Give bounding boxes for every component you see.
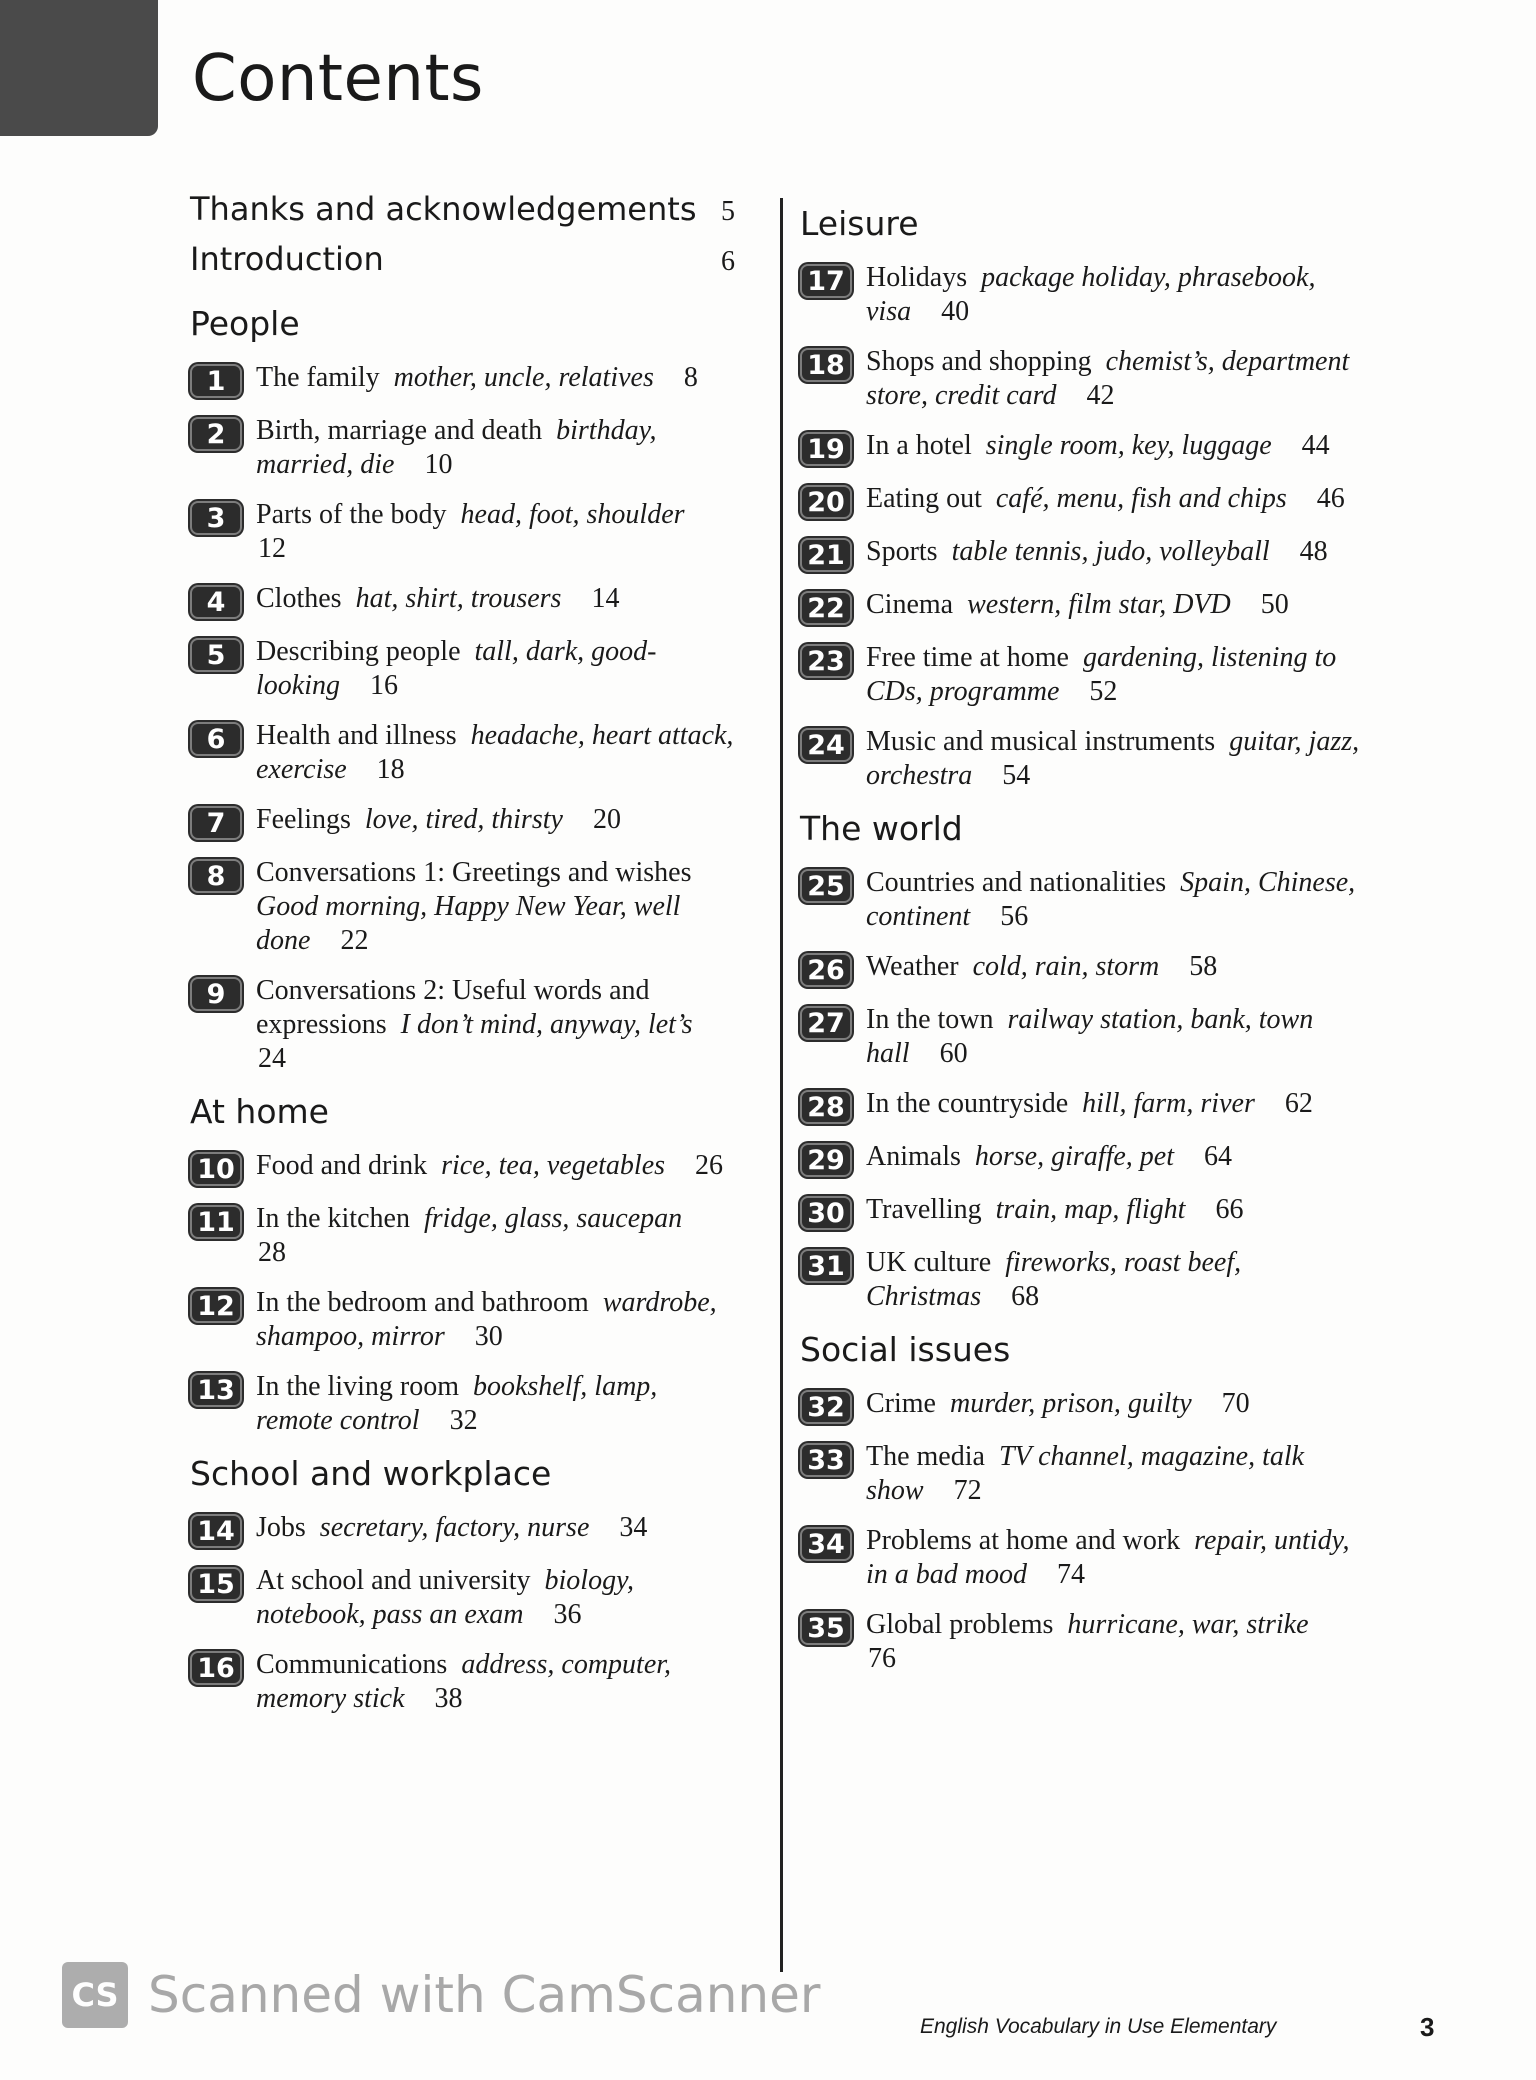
footer-page-number: 3: [1420, 2012, 1435, 2042]
entry-text: [256, 1370, 735, 1438]
unit-number-badge: 8: [190, 859, 242, 893]
entry-text: [866, 1003, 1360, 1071]
unit-page: 32: [449, 1405, 478, 1436]
unit-title: Crime: [866, 1388, 936, 1419]
entry-text: [256, 719, 735, 787]
unit-number-badge: 30: [800, 1196, 852, 1230]
entry-text: [256, 1286, 735, 1354]
unit-title: In a hotel: [866, 430, 972, 461]
contents-entry[interactable]: [190, 582, 735, 619]
unit-keywords: horse, giraffe, pet: [974, 1141, 1174, 1172]
entry-text: [866, 1608, 1360, 1676]
unit-page: 64: [1203, 1141, 1232, 1172]
unit-keywords: TV channel, magazine, talk show: [866, 1441, 1305, 1506]
entry-text: [256, 361, 698, 395]
unit-title: The media: [866, 1441, 985, 1472]
entry-text: [866, 1246, 1360, 1314]
unit-page: 40: [941, 296, 970, 327]
unit-number-badge: 1: [190, 364, 242, 398]
section-heading: Leisure: [800, 204, 919, 243]
unit-title: Birth, marriage and death: [256, 415, 543, 446]
unit-title: In the kitchen: [256, 1203, 410, 1234]
unit-number-badge: 20: [800, 485, 852, 519]
unit-keywords: gardening, listening to CDs, programme: [866, 642, 1337, 707]
contents-entry[interactable]: [800, 1440, 1360, 1508]
unit-title: In the countryside: [866, 1088, 1069, 1119]
entry-text: [866, 1524, 1360, 1592]
contents-entry[interactable]: [800, 866, 1360, 934]
contents-entry[interactable]: [190, 1286, 735, 1354]
unit-number-badge: 13: [190, 1373, 242, 1407]
unit-number-badge: 29: [800, 1143, 852, 1177]
unit-page: 20: [592, 804, 621, 835]
entry-text: [866, 345, 1360, 413]
front-matter-row[interactable]: [190, 190, 735, 240]
entry-text: [256, 582, 619, 616]
unit-number-badge: 11: [190, 1205, 242, 1239]
unit-keywords: hat, shirt, trousers: [355, 583, 562, 614]
contents-entry[interactable]: [800, 1608, 1360, 1676]
entry-text: [866, 1387, 1250, 1421]
entry-text: [866, 1140, 1232, 1174]
entry-text: [866, 866, 1360, 934]
entry-text: [256, 498, 735, 566]
unit-page: 30: [474, 1321, 503, 1352]
unit-page: 56: [1000, 901, 1029, 932]
front-matter-label: Thanks and acknowledgements: [190, 190, 697, 228]
unit-keywords: guitar, jazz, orchestra: [866, 726, 1360, 791]
unit-title: Describing people: [256, 636, 461, 667]
unit-number-badge: 19: [800, 432, 852, 466]
unit-keywords: table tennis, judo, volleyball: [951, 536, 1270, 567]
unit-number-badge: 15: [190, 1567, 242, 1601]
contents-entry[interactable]: [190, 974, 735, 1076]
unit-title: At school and university: [256, 1565, 531, 1596]
unit-number-badge: 10: [190, 1152, 242, 1186]
unit-title: Eating out: [866, 483, 982, 514]
unit-number-badge: 24: [800, 728, 852, 762]
unit-number-badge: 3: [190, 501, 242, 535]
contents-entry[interactable]: [800, 1140, 1360, 1177]
unit-number-badge: 18: [800, 348, 852, 382]
unit-page: 26: [695, 1150, 724, 1181]
unit-page: 76: [868, 1643, 896, 1674]
contents-entry[interactable]: [190, 1149, 735, 1186]
unit-title: Food and drink: [256, 1150, 428, 1181]
unit-keywords: love, tired, thirsty: [364, 804, 563, 835]
unit-page: 14: [591, 583, 620, 614]
unit-keywords: murder, prison, guilty: [950, 1388, 1192, 1419]
contents-entry[interactable]: [800, 1246, 1360, 1314]
left-sections: [190, 304, 735, 1716]
unit-keywords: address, computer, memory stick: [256, 1649, 672, 1714]
unit-page: 58: [1189, 951, 1218, 982]
unit-keywords: package holiday, phrasebook, visa: [866, 262, 1316, 327]
unit-page: 10: [424, 449, 453, 480]
unit-title: Communications: [256, 1649, 448, 1680]
unit-number-badge: 22: [800, 591, 852, 625]
unit-number-badge: 6: [190, 722, 242, 756]
unit-keywords: Spain, Chinese, continent: [866, 867, 1356, 932]
unit-number-badge: 33: [800, 1443, 852, 1477]
unit-number-badge: 25: [800, 869, 852, 903]
unit-keywords: biology, notebook, pass an exam: [256, 1565, 634, 1630]
unit-page: 36: [553, 1599, 582, 1630]
contents-entry[interactable]: [800, 1087, 1360, 1124]
unit-keywords: repair, untidy, in a bad mood: [866, 1525, 1350, 1590]
unit-number-badge: 23: [800, 644, 852, 678]
unit-title: In the bedroom and bathroom: [256, 1287, 589, 1318]
section-heading: School and workplace: [190, 1454, 552, 1493]
contents-entry[interactable]: [190, 1202, 735, 1270]
front-matter-row[interactable]: [190, 240, 735, 290]
unit-keywords: hill, farm, river: [1082, 1088, 1255, 1119]
unit-number-badge: 21: [800, 538, 852, 572]
entry-text: [866, 950, 1217, 984]
entry-text: [256, 635, 735, 703]
entry-text: [256, 1648, 735, 1716]
unit-title: Animals: [866, 1141, 961, 1172]
unit-keywords: chemist’s, department store, credit card: [866, 346, 1350, 411]
contents-entry[interactable]: [190, 414, 735, 482]
entry-text: [866, 1087, 1313, 1121]
unit-page: 18: [376, 754, 405, 785]
entry-text: [256, 1564, 735, 1632]
unit-keywords: head, foot, shoulder: [460, 499, 685, 530]
unit-number-badge: 28: [800, 1090, 852, 1124]
entry-text: [256, 1511, 647, 1545]
section-heading: The world: [800, 809, 963, 848]
unit-number-badge: 16: [190, 1651, 242, 1685]
unit-page: 44: [1301, 430, 1330, 461]
unit-keywords: bookshelf, lamp, remote control: [256, 1371, 658, 1436]
unit-title: Clothes: [256, 583, 342, 614]
front-matter-page: 6: [721, 246, 735, 277]
front-matter-page: 5: [721, 196, 735, 227]
unit-number-badge: 27: [800, 1006, 852, 1040]
unit-page: 48: [1299, 536, 1328, 567]
unit-page: 24: [258, 1043, 286, 1074]
contents-entry[interactable]: [190, 803, 735, 840]
unit-keywords: secretary, factory, nurse: [319, 1512, 590, 1543]
entry-text: [866, 588, 1289, 622]
unit-title: In the town: [866, 1004, 994, 1035]
unit-title: Travelling: [866, 1194, 982, 1225]
entry-text: [866, 535, 1328, 569]
unit-keywords: fridge, glass, saucepan: [423, 1203, 683, 1234]
unit-keywords: birthday, married, die: [256, 415, 657, 480]
contents-left-column: [190, 190, 735, 1732]
contents-entry[interactable]: [190, 719, 735, 787]
unit-title: Jobs: [256, 1512, 306, 1543]
unit-title: Feelings: [256, 804, 351, 835]
section-heading: At home: [190, 1092, 329, 1131]
contents-entry[interactable]: [190, 856, 735, 958]
unit-page: 12: [258, 533, 286, 564]
unit-keywords: railway station, bank, town hall: [866, 1004, 1314, 1069]
unit-number-badge: 17: [800, 264, 852, 298]
unit-title: Free time at home: [866, 642, 1069, 673]
unit-page: 52: [1089, 676, 1118, 707]
unit-page: 66: [1215, 1194, 1244, 1225]
unit-page: 60: [939, 1038, 968, 1069]
contents-entry[interactable]: [800, 261, 1360, 329]
unit-number-badge: 2: [190, 417, 242, 451]
section-heading: People: [190, 304, 300, 343]
unit-keywords: headache, heart attack, exercise: [256, 720, 734, 785]
unit-number-badge: 35: [800, 1611, 852, 1645]
contents-entry[interactable]: [190, 1564, 735, 1632]
unit-keywords: single room, key, luggage: [985, 430, 1272, 461]
entry-text: [256, 803, 621, 837]
contents-entry[interactable]: [800, 482, 1360, 519]
unit-number-badge: 32: [800, 1390, 852, 1424]
unit-title: Sports: [866, 536, 938, 567]
entry-text: [866, 429, 1330, 463]
front-matter-label: Introduction: [190, 240, 384, 278]
entry-text: [256, 414, 735, 482]
unit-number-badge: 12: [190, 1289, 242, 1323]
unit-keywords: rice, tea, vegetables: [441, 1150, 666, 1181]
column-divider: [780, 198, 783, 1972]
unit-title: Health and illness: [256, 720, 457, 751]
section-heading: Social issues: [800, 1330, 1011, 1369]
unit-number-badge: 5: [190, 638, 242, 672]
unit-title: Shops and shopping: [866, 346, 1092, 377]
unit-title: Music and musical instruments: [866, 726, 1216, 757]
unit-title: In the living room: [256, 1371, 459, 1402]
unit-title: Problems at home and work: [866, 1525, 1181, 1556]
contents-entry[interactable]: [190, 1511, 735, 1548]
unit-page: 54: [1002, 760, 1031, 791]
unit-number-badge: 7: [190, 806, 242, 840]
unit-title: Holidays: [866, 262, 968, 293]
unit-keywords: cold, rain, storm: [972, 951, 1160, 982]
page-title: Contents: [192, 42, 484, 116]
unit-keywords: fireworks, roast beef, Christmas: [866, 1247, 1242, 1312]
entry-text: [866, 1193, 1243, 1227]
unit-keywords: Good morning, Happy New Year, well done: [256, 891, 681, 956]
unit-title: Cinema: [866, 589, 954, 620]
unit-title: Weather: [866, 951, 959, 982]
contents-entry[interactable]: [190, 1648, 735, 1716]
unit-keywords: train, map, flight: [995, 1194, 1186, 1225]
contents-entry[interactable]: [190, 635, 735, 703]
unit-page: 42: [1086, 380, 1115, 411]
unit-page: 34: [619, 1512, 648, 1543]
unit-number-badge: 14: [190, 1514, 242, 1548]
unit-page: 68: [1011, 1281, 1040, 1312]
unit-page: 72: [953, 1475, 982, 1506]
contents-entry[interactable]: [800, 950, 1360, 987]
entry-text: [256, 974, 735, 1076]
unit-number-badge: 34: [800, 1527, 852, 1561]
unit-page: 22: [340, 925, 369, 956]
unit-title: Global problems: [866, 1609, 1054, 1640]
unit-page: 74: [1057, 1559, 1085, 1590]
contents-entry[interactable]: [800, 429, 1360, 466]
unit-page: 62: [1284, 1088, 1313, 1119]
unit-title: The family: [256, 362, 380, 393]
unit-keywords: tall, dark, good-looking: [256, 636, 657, 701]
footer-book-title: English Vocabulary in Use Elementary: [920, 2015, 1277, 2038]
entry-text: [866, 261, 1360, 329]
contents-entry[interactable]: [190, 1370, 735, 1438]
unit-number-badge: 9: [190, 977, 242, 1011]
unit-number-badge: 26: [800, 953, 852, 987]
contents-entry[interactable]: [800, 641, 1360, 709]
entry-text: [256, 1149, 723, 1183]
unit-title: Conversations 1: Greetings and wishes: [256, 857, 692, 888]
contents-entry[interactable]: [800, 535, 1360, 572]
contents-entry[interactable]: [800, 1387, 1360, 1424]
corner-tab: [0, 0, 158, 136]
contents-entry[interactable]: [800, 1524, 1360, 1592]
unit-number-badge: 31: [800, 1249, 852, 1283]
unit-keywords: mother, uncle, relatives: [393, 362, 654, 393]
right-sections: [800, 204, 1360, 1676]
contents-entry[interactable]: [800, 1193, 1360, 1230]
contents-entry[interactable]: [190, 361, 735, 398]
entry-text: [866, 641, 1360, 709]
camscanner-logo-icon: CS: [62, 1962, 128, 2028]
entry-text: [866, 725, 1360, 793]
contents-entry[interactable]: [800, 725, 1360, 793]
unit-keywords: western, film star, DVD: [967, 589, 1231, 620]
unit-page: 16: [370, 670, 398, 701]
contents-entry[interactable]: [800, 588, 1360, 625]
unit-page: 50: [1260, 589, 1289, 620]
contents-entry[interactable]: [190, 498, 735, 566]
unit-title: Parts of the body: [256, 499, 447, 530]
unit-title: UK culture: [866, 1247, 992, 1278]
unit-keywords: café, menu, fish and chips: [995, 483, 1287, 514]
entry-text: [866, 482, 1345, 516]
unit-keywords: hurricane, war, strike: [1067, 1609, 1309, 1640]
contents-right-column: [800, 190, 1360, 1692]
camscanner-watermark: [62, 1962, 820, 2028]
watermark-text: Scanned with CamScanner: [148, 1966, 821, 2024]
unit-number-badge: 4: [190, 585, 242, 619]
unit-keywords: I don’t mind, anyway, let’s: [400, 1009, 693, 1040]
unit-page: 38: [434, 1683, 463, 1714]
unit-title: Conversations 2: Useful words and expressions: [256, 975, 650, 1040]
unit-page: 46: [1316, 483, 1345, 514]
unit-page: 70: [1221, 1388, 1250, 1419]
contents-entry[interactable]: [800, 345, 1360, 413]
unit-page: 8: [683, 362, 698, 393]
entry-text: [866, 1440, 1360, 1508]
entry-text: [256, 1202, 735, 1270]
unit-title: Countries and nationalities: [866, 867, 1167, 898]
unit-keywords: wardrobe, shampoo, mirror: [256, 1287, 717, 1352]
entry-text: [256, 856, 735, 958]
contents-entry[interactable]: [800, 1003, 1360, 1071]
unit-page: 28: [258, 1237, 286, 1268]
